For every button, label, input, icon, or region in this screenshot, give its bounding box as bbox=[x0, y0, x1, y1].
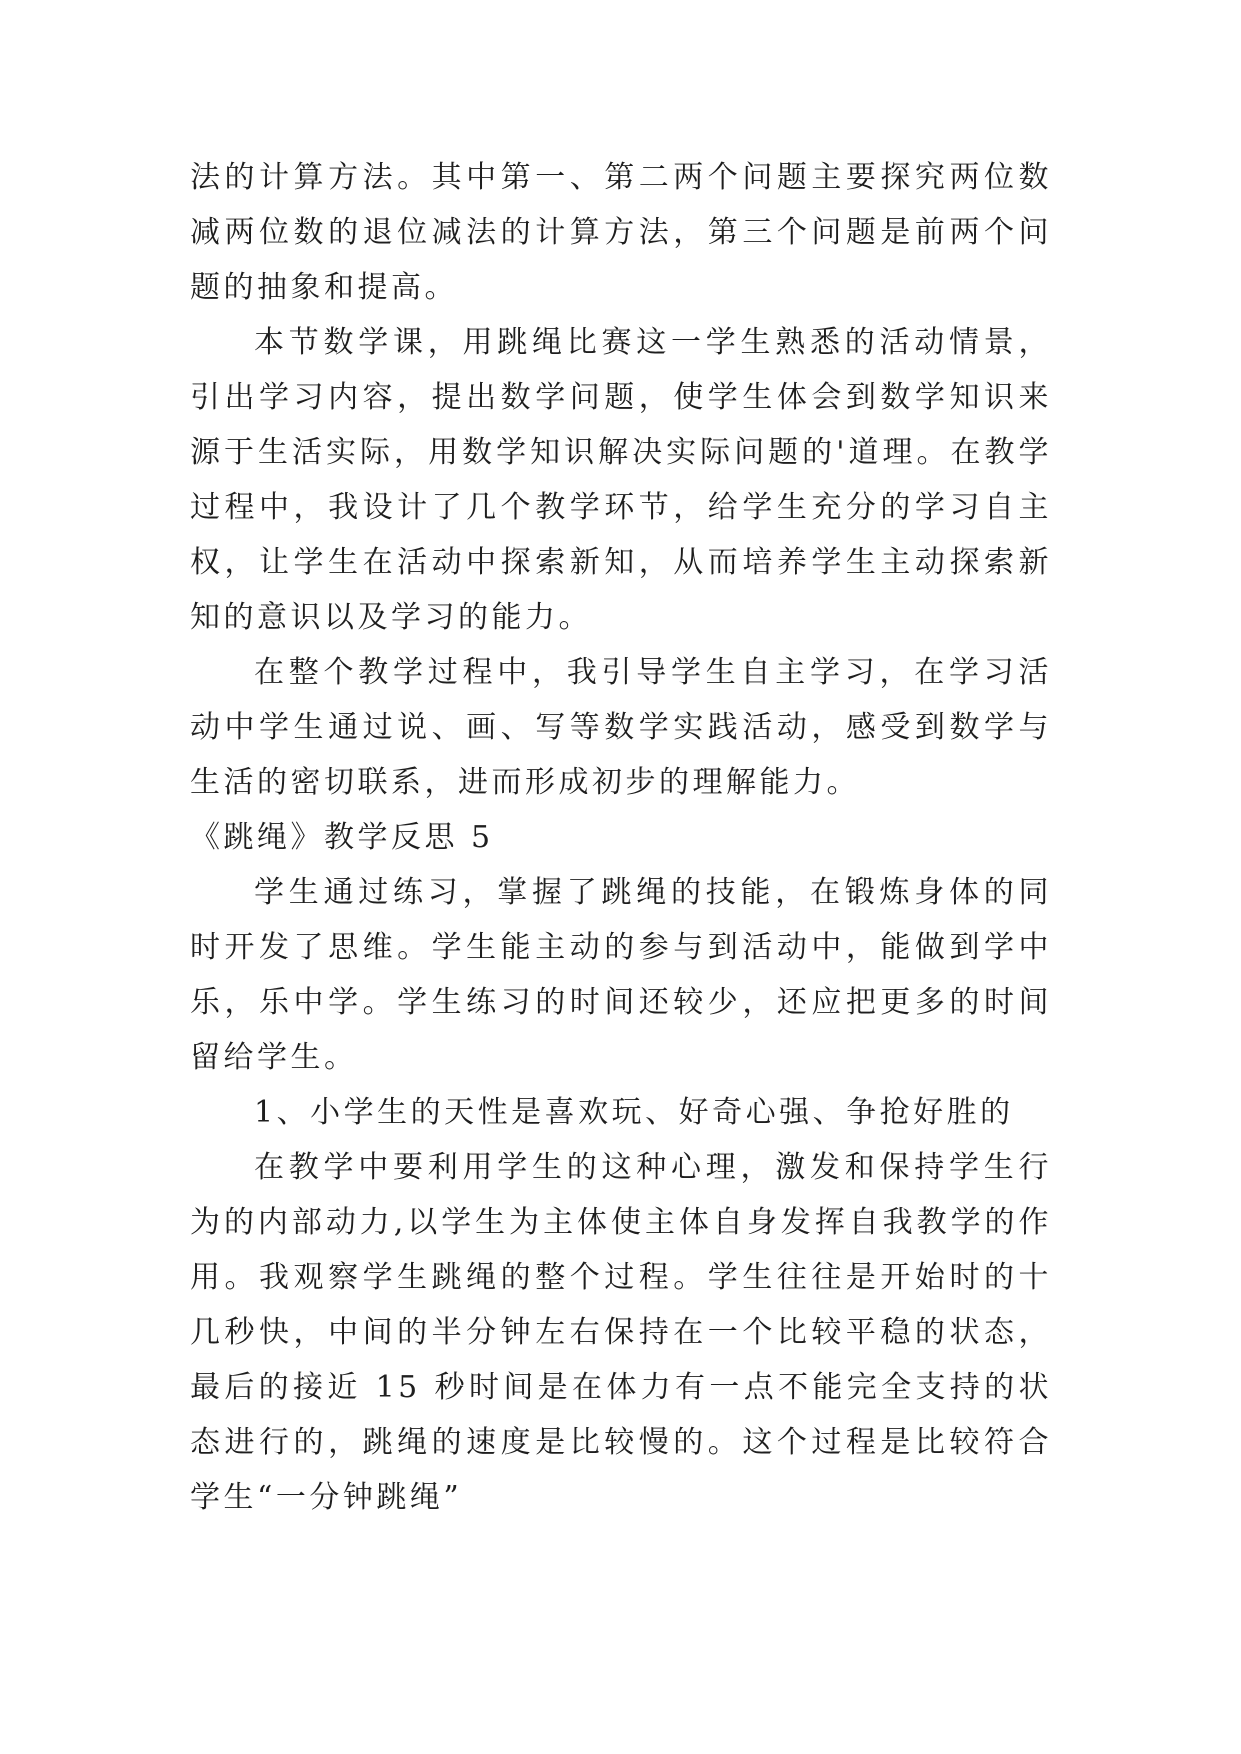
paragraph-observation: 在教学中要利用学生的这种心理，激发和保持学生行为的内部动力,以学生为主体使主体自身发挥自我教学的作用。我观察学生跳绳的整个过程。学生往往是开始时的十几秒快，中间的半分钟左右保持在一个比较平稳的状态，最后的接近 15 秒时间是在体力有一点不能完全支持的状态进行的，跳绳的速度是比较慢的。这个过程是比较符合学生“一分钟跳绳” bbox=[190, 1150, 1052, 1515]
paragraph-lesson-overview: 本节数学课，用跳绳比赛这一学生熟悉的活动情景，引出学习内容，提出数学问题，使学生体会到数学知识来源于生活实际，用数学知识解决实际问题的'道理。在教学过程中，我设计了几个教学环节，给学生充分的学习自主权，让学生在活动中探索新知，从而培养学生主动探索新知的意识以及学习的能力。 bbox=[190, 325, 1052, 635]
section-heading: 《跳绳》教学反思 5 bbox=[190, 820, 494, 855]
paragraph-calculation-methods: 法的计算方法。其中第一、第二两个问题主要探究两位数减两位数的退位减法的计算方法，第三个问题是前两个问题的抽象和提高。 bbox=[190, 160, 1052, 305]
paragraph-point-one: 1、小学生的天性是喜欢玩、好奇心强、争抢好胜的 bbox=[254, 1095, 1014, 1130]
paragraph-practice-summary: 学生通过练习，掌握了跳绳的技能，在锻炼身体的同时开发了思维。学生能主动的参与到活动中，能做到学中乐，乐中学。学生练习的时间还较少，还应把更多的时间留给学生。 bbox=[190, 875, 1052, 1075]
document-page bbox=[190, 150, 1052, 1525]
paragraph-teaching-process: 在整个教学过程中，我引导学生自主学习，在学习活动中学生通过说、画、写等数学实践活动，感受到数学与生活的密切联系，进而形成初步的理解能力。 bbox=[190, 655, 1052, 800]
